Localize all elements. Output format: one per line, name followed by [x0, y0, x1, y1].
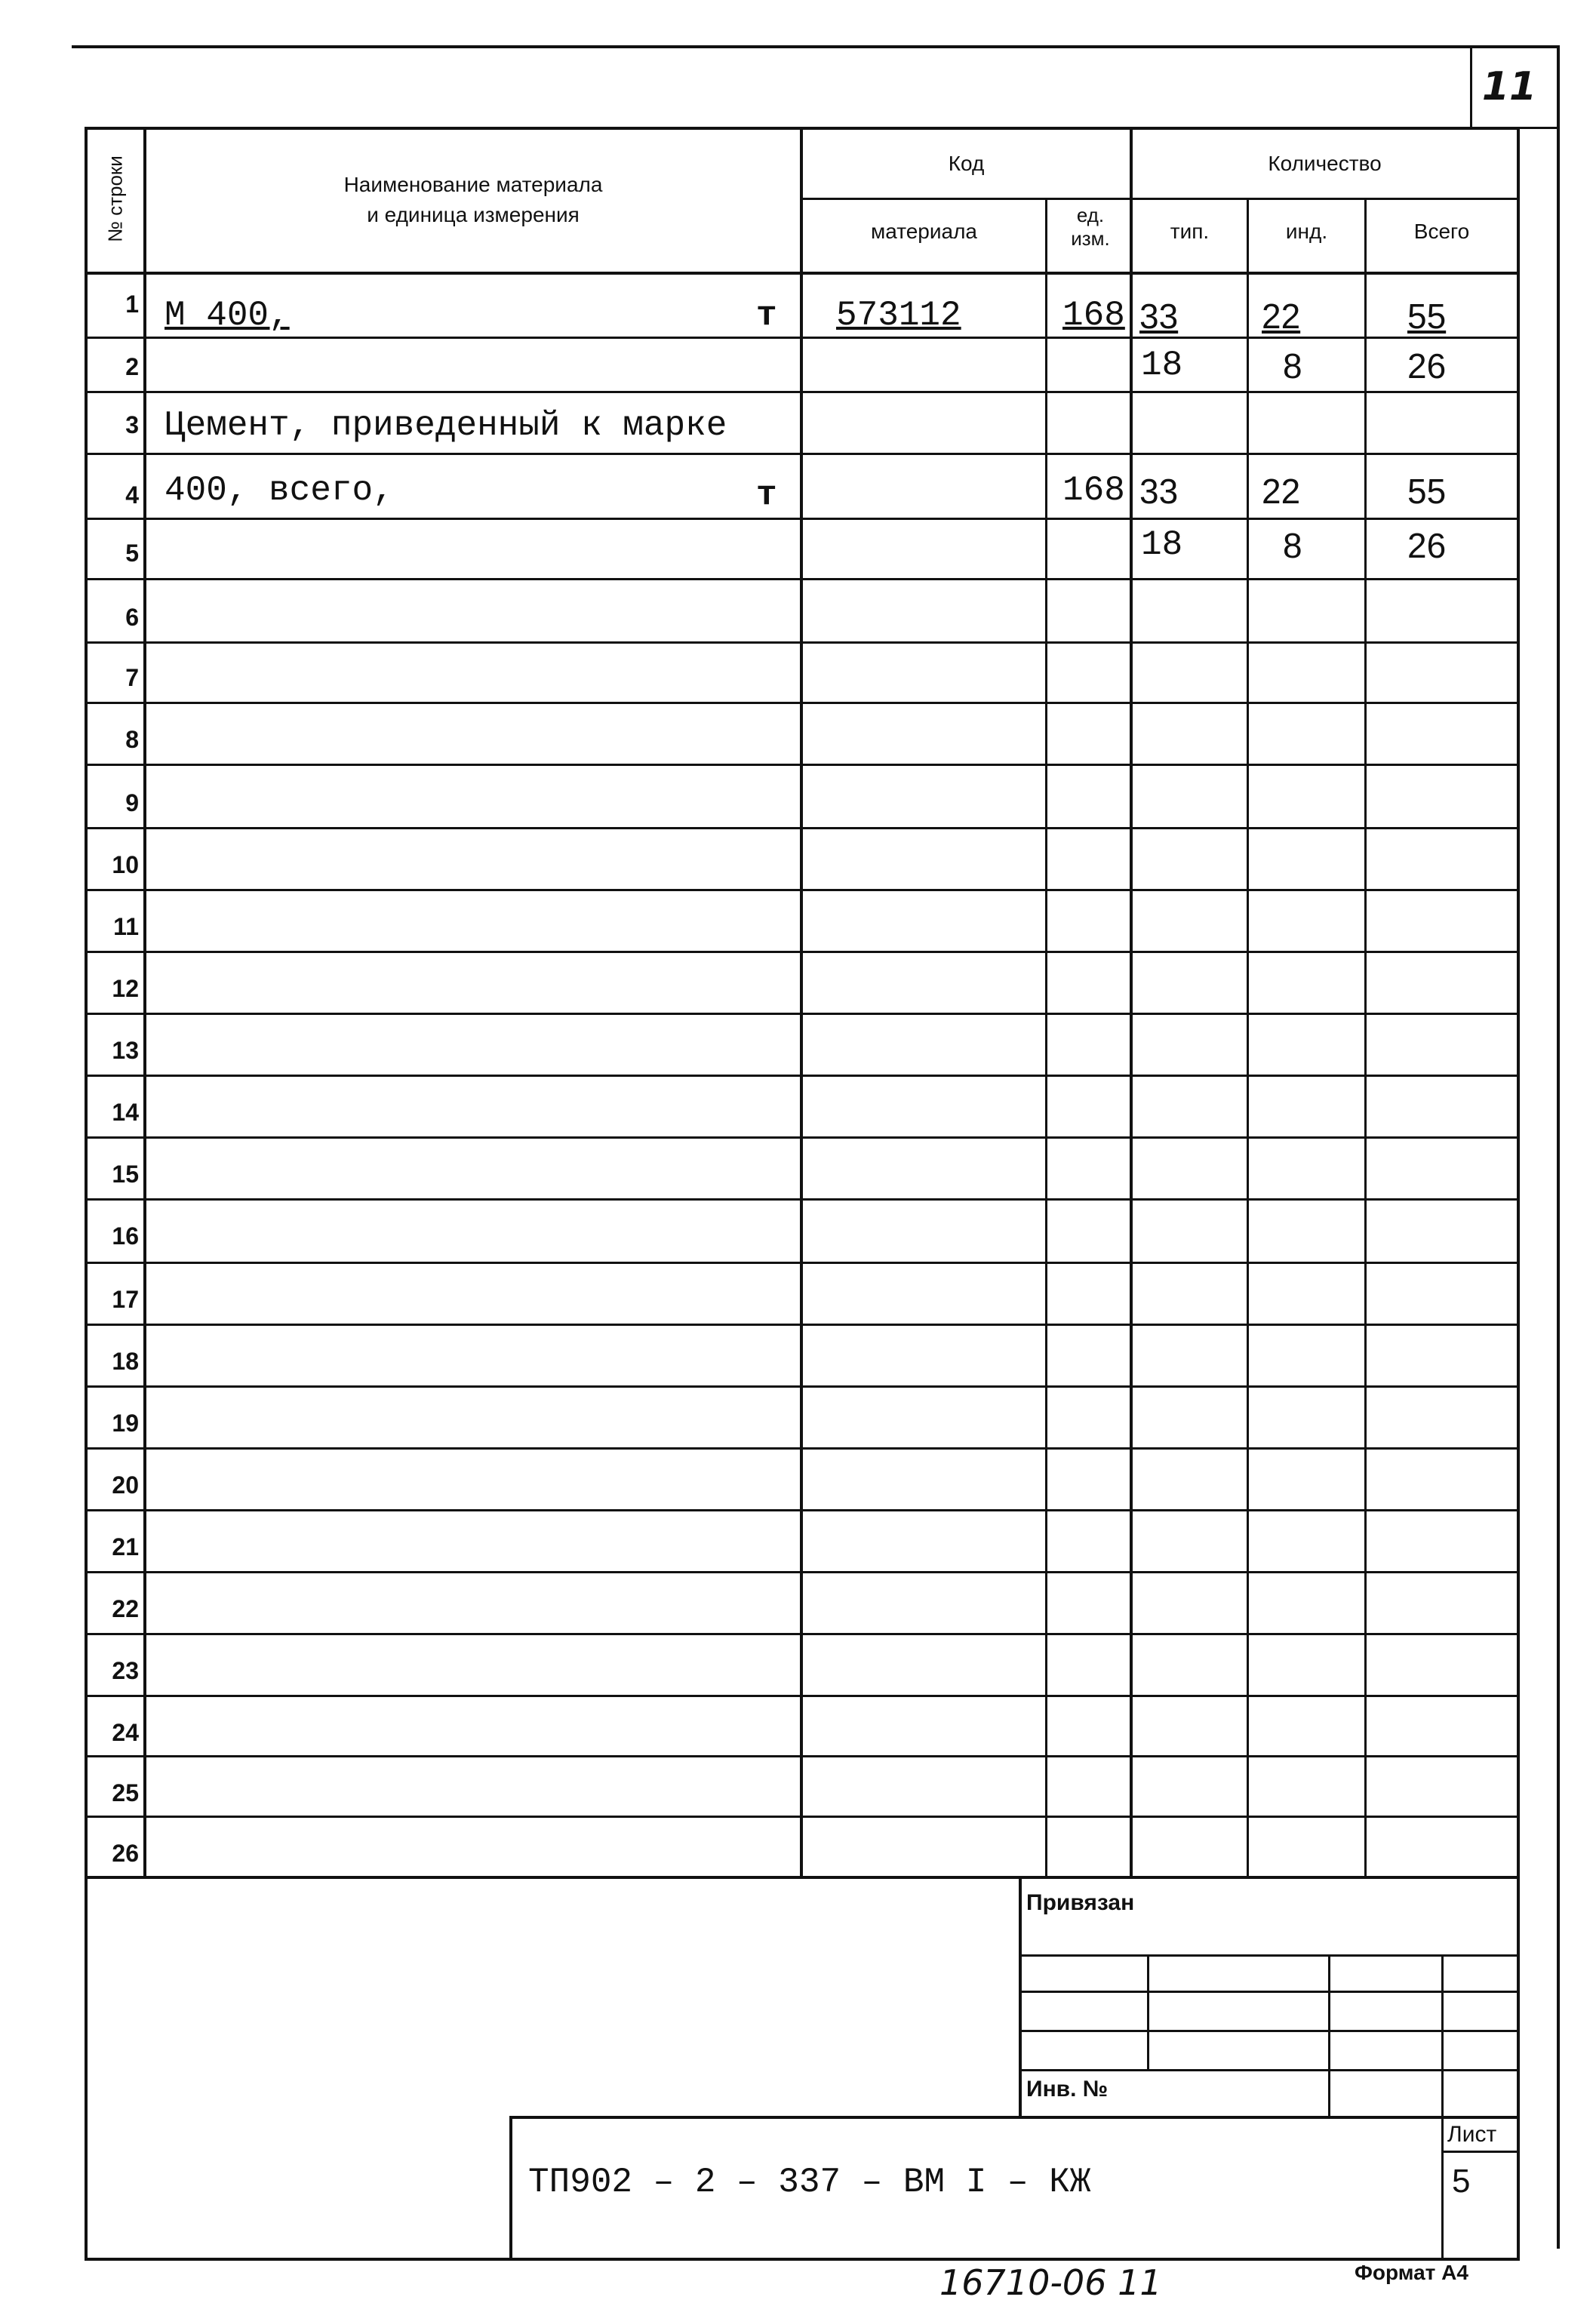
row-line [85, 1633, 1518, 1635]
row-number: 24 [112, 1719, 139, 1746]
tb-sheet-label: Лист [1447, 2122, 1497, 2147]
tb-grid-vertical [1147, 1954, 1149, 2069]
col-line-typ [1247, 198, 1249, 1877]
row-line [85, 827, 1518, 829]
row-line [85, 1695, 1518, 1697]
table-right-border [1517, 127, 1520, 2258]
row-number: 1 [125, 291, 139, 318]
row-line [85, 1262, 1518, 1264]
row-line [85, 1136, 1518, 1139]
col-line-rownum [143, 127, 146, 1877]
header-qty-group: Количество [1268, 152, 1382, 175]
row-number: 23 [112, 1657, 139, 1684]
row-number: 12 [112, 975, 139, 1002]
row4-unit-code: 168 [1062, 471, 1125, 510]
row4-total: 55 [1407, 472, 1447, 511]
row2-ind: 8 [1283, 346, 1302, 386]
row-number: 2 [125, 353, 139, 380]
tb-left-vertical [1019, 1877, 1022, 2117]
header-code-material: материала [871, 220, 977, 243]
row1-unit-code: 168 [1062, 296, 1125, 335]
row-number: 15 [112, 1161, 139, 1188]
tb-inv-label: Инв. № [1026, 2077, 1109, 2102]
row-number: 10 [112, 851, 139, 878]
tb-bottom-strip-top [509, 2116, 1518, 2119]
row-number: 6 [125, 604, 139, 631]
corner-box-left-line [1470, 45, 1472, 128]
row-number: 7 [125, 664, 139, 691]
table-left-border [85, 127, 88, 2258]
row1-unit-letter: т [756, 296, 777, 335]
col-line-material [1045, 198, 1047, 1877]
row-number: 20 [112, 1471, 139, 1499]
tb-sheet-label-line [1441, 2151, 1518, 2153]
row-number: 3 [125, 411, 139, 438]
row-number: 19 [112, 1410, 139, 1437]
row-line [85, 764, 1518, 766]
row1-total: 55 [1407, 297, 1447, 336]
tb-grid-vertical [1441, 1954, 1444, 2258]
row-number: 18 [112, 1348, 139, 1375]
row4-name: 400, всего, [165, 471, 394, 510]
row-line [85, 1075, 1518, 1077]
footer-handwritten-code: 16710-06 11 [939, 2262, 1162, 2303]
row-line [85, 641, 1518, 644]
row-line [85, 391, 1518, 393]
col-line-unit [1130, 127, 1133, 1877]
header-name-line2: и единица измерения [367, 203, 580, 226]
footer-format: Формат А4 [1355, 2261, 1468, 2284]
row5-typ: 18 [1141, 525, 1183, 564]
row-line [85, 1816, 1518, 1818]
row5-ind: 8 [1283, 526, 1302, 565]
row-number: 26 [112, 1840, 139, 1867]
header-qty-total: Всего [1413, 220, 1470, 243]
header-row-number: № строки [103, 155, 127, 243]
header-code-unit: ед. изм. [1071, 204, 1110, 251]
row-line [85, 1324, 1518, 1326]
row-number: 9 [125, 789, 139, 816]
col-line-name [800, 127, 803, 1877]
row-line [85, 578, 1518, 580]
header-qty-typ: тип. [1170, 220, 1210, 243]
row-line [85, 889, 1518, 891]
row-line [85, 1571, 1518, 1573]
row4-unit-letter: т [756, 475, 777, 515]
corner-sheet-number: 11 [1481, 64, 1537, 109]
header-group-divider [800, 198, 1518, 200]
row4-typ: 33 [1139, 472, 1179, 511]
row-line [85, 518, 1518, 520]
row-line [85, 1385, 1518, 1388]
row1-ind: 22 [1262, 297, 1301, 336]
row-number: 14 [112, 1099, 139, 1126]
row-line [85, 453, 1518, 455]
row3-name: Цемент, приведенный к марке [165, 406, 727, 445]
row1-material-code: 573112 [836, 296, 961, 335]
row-line [85, 1509, 1518, 1511]
row-line [85, 702, 1518, 704]
row-number: 4 [125, 481, 139, 509]
row-number: 25 [112, 1779, 139, 1806]
row-number: 16 [112, 1222, 139, 1250]
row1-typ: 33 [1139, 297, 1179, 336]
row-number: 8 [125, 726, 139, 753]
row2-typ: 18 [1141, 346, 1183, 385]
row1-name: М 400, [165, 296, 290, 335]
row5-total: 26 [1407, 526, 1447, 565]
frame-right-line [1557, 45, 1560, 2249]
row-line [85, 1755, 1518, 1757]
row-number: 11 [113, 913, 139, 940]
row-line [85, 951, 1518, 953]
row-line [85, 337, 1518, 339]
header-qty-ind: инд. [1285, 220, 1328, 243]
row-line [85, 1198, 1518, 1201]
row2-total: 26 [1407, 346, 1447, 386]
row-number: 13 [112, 1037, 139, 1064]
tb-linked-label: Привязан [1026, 1890, 1135, 1915]
header-code-group: Код [948, 152, 985, 175]
tb-sheet-number: 5 [1452, 2163, 1471, 2200]
tb-bottom-strip-left [509, 2116, 512, 2259]
row-number: 17 [112, 1286, 139, 1313]
row-number: 22 [112, 1595, 139, 1622]
row4-ind: 22 [1262, 472, 1301, 511]
tb-grid-vertical [1328, 1954, 1330, 2117]
row-number: 21 [112, 1533, 139, 1560]
row-line [85, 1876, 1518, 1879]
row-number: 5 [125, 540, 139, 567]
table-bottom-border [85, 2258, 1520, 2261]
row-line [85, 1013, 1518, 1015]
frame-top-line [72, 45, 1558, 48]
row-line [85, 1447, 1518, 1450]
col-line-ind [1364, 198, 1367, 1877]
header-name-line1: Наименование материала [343, 173, 603, 196]
tb-doc-code: ТП902 – 2 – 337 – ВМ I – КЖ [528, 2163, 1091, 2202]
